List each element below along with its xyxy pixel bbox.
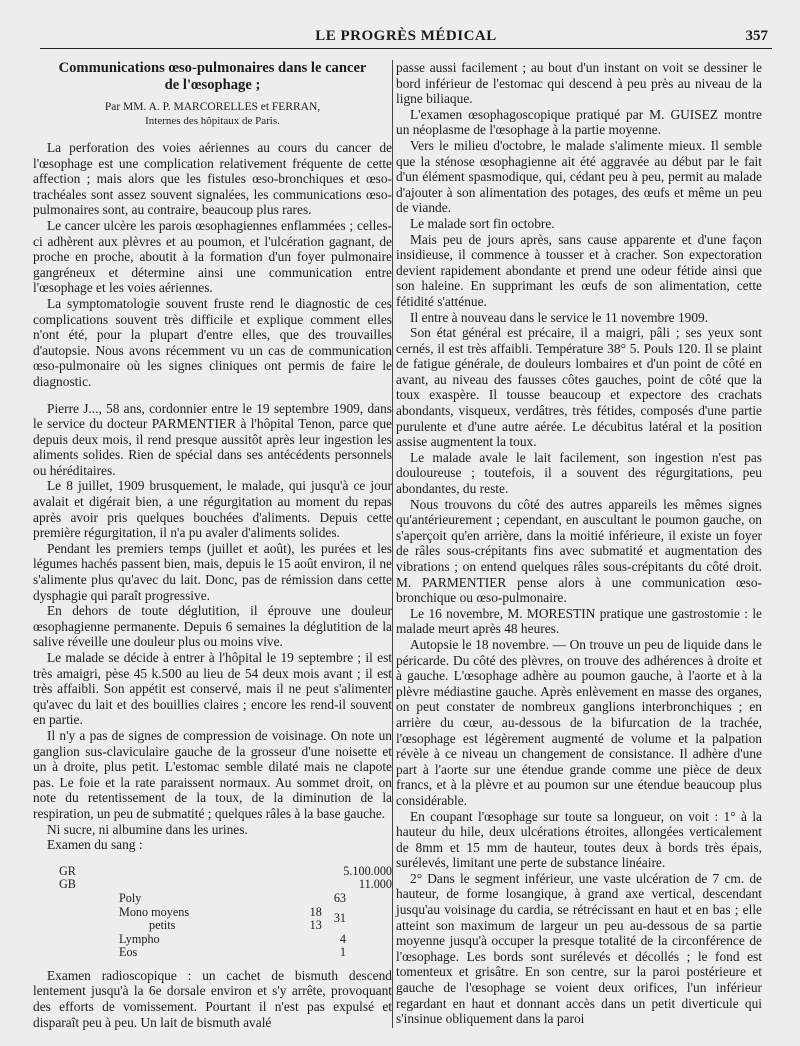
- paragraph: La perforation des voies aériennes au cours du cancer de l'œsophage est une complication relativement fréquente de cette affection ; mais alors que les fistules œso-bronchiques et œso-trachéales sont assez souvent signalées, les communications œso-pulmonaires sont, au contraire, beaucoup plus rares.: [33, 140, 392, 218]
- paragraph: Il entre à nouveau dans le service le 11 novembre 1909.: [410, 309, 709, 325]
- paragraph: La symptomatologie souvent fruste rend le diagnostic de ces complications souvent très difficile et explique comment elles n'ont été, pour la plupart d'entre elles, que des trouvailles d'autopsie. Nous avons récemment vu un cas de communication œso-pulmonaire où les signes cliniques ont permis de faire le diagnostic.: [33, 295, 392, 389]
- blood-row-poly: [59, 892, 392, 906]
- blood-value: 4: [339, 931, 346, 946]
- blood-label: Mono moyens: [119, 904, 190, 919]
- blood-table: [33, 865, 392, 960]
- blood-value: 11.000: [358, 877, 392, 892]
- blood-value: 13: [309, 918, 322, 933]
- blood-row-gr: [59, 865, 392, 879]
- blood-value: 1: [339, 945, 346, 960]
- mono-total: 31: [333, 911, 346, 926]
- blood-row-petits: [59, 919, 334, 933]
- blood-row-eos: [59, 946, 392, 960]
- paragraph: En dehors de toute déglutition, il éprouve une douleur œsophagienne permanente. Depuis 6 semaines la déglutition de la salive réveille une douleur plus ou moins vive.: [33, 603, 392, 650]
- blood-mono-group: [59, 906, 392, 933]
- article-title: [33, 60, 392, 94]
- paragraph: Il n'y a pas de signes de compression de voisinage. On note un ganglion sus-claviculaire gauche de la grosseur d'une noisette et un à droite, plus petit. L'estomac semble dilaté mais ne clapote pas. Le foie et la rate paraissent normaux. Au sommet droit, on note du retentissement de la toux, de la diminution de la respiration, un peu de submatité ; quelques râles à la base gauche.: [33, 727, 392, 821]
- paragraph: Le malade sort fin octobre.: [410, 215, 555, 231]
- blood-label: Poly: [119, 890, 142, 905]
- paragraph: Pendant les premiers temps (juillet et août), les purées et les légumes hachés passent bien, mais, depuis le 15 août environ, il ne s'alimente plus qu'avec du lait. Donc, pas de rémission dans cette dysphagie qui paraît progressive.: [33, 540, 392, 603]
- paragraph: Son état général est précaire, il a maigri, pâli ; ses yeux sont cernés, il est très affaibli. Température 38° 5. Pouls 120. Il se plaint de fatigue générale, de douleurs lombaires et d'un point de côté en avant, au niveau des fausses côtes gauches, point de côté que la toux exaspère. Il tousse beaucoup et expectore des crachats abondants, visqueux, verdâtres, très fétides, composés d'une partie purulente et d'une autre aérée. Le décubitus latéral et la position assise augmentent la toux.: [396, 325, 762, 450]
- left-column: [33, 60, 392, 1030]
- paragraph: 2° Dans le segment inférieur, une vaste ulcération de 7 cm. de hauteur, de forme losangique, à grand axe vertical, descendant jusqu'au voisinage du cardia, se rétrécissant en haut et en bas ; elle atteint son maximum de largeur un peu au-dessous de sa partie moyenne jusqu'à occuper la presque totalité de la circonférence de l'œsophage. Les bords sont surélevés et décollés ; le fond est tomenteux et grisâtre. En son centre, sur la paroi postérieure et gauche de l'œsophage se voient deux orifices, l'un inférieur regardant en haut et donnant accès dans un petit diverticule qui s'insinue obliquement dans la paroi: [396, 870, 762, 1027]
- article-authors: Par MM. A. P. MARCORELLES et FERRAN,: [104, 101, 321, 113]
- paragraph: Le cancer ulcère les parois œsophagiennes enflammées ; celles-ci adhèrent aux plèvres et au poumon, et l'ulcération gagnant, de proche en proche, aboutit à la formation d'un foyer pulmonaire gangréneux et détermine ainsi une communication entre l'œsophage et les voies aériennes.: [33, 217, 392, 296]
- right-column: [396, 60, 762, 1027]
- journal-title: LE PROGRÈS MÉDICAL: [315, 28, 497, 44]
- paragraph: Pierre J..., 58 ans, cordonnier entre le 19 septembre 1909, dans le service du docteur PARMENTIER à l'hôpital Tenon, parce que depuis deux mois, il rend presque aussitôt après leur ingestion les aliments solides. Rien de spécial dans ses antécédents personnels ou héréditaires.: [33, 400, 392, 478]
- paragraph: En coupant l'œsophage sur toute sa longueur, on voit : 1° à la hauteur du hile, deux ulcérations étroites, allongées verticalement de 8mm et 15 mm de hauteur, toutes deux à bords très épais, surélevés, limitant une perte de substance linéaire.: [396, 808, 762, 871]
- paragraph: Le 8 juillet, 1909 brusquement, le malade, qui jusqu'à ce jour avalait et digérait bien, a une régurgitation au moment du repas après avoir pris quelques bouchées d'aliments. Depuis cette première régurgitation, il n'a pu avaler d'aliments solides.: [33, 478, 392, 541]
- blood-label: GR: [59, 863, 76, 878]
- page-number: 357: [745, 28, 768, 44]
- paragraph: Le malade avale le lait facilement, son ingestion n'est pas douloureuse ; toutefois, il a souvent des régurgitations, peu abondantes, du reste.: [396, 449, 762, 497]
- paragraph: Nous trouvons du côté des autres appareils les mêmes signes qu'antérieurement ; cependant, en auscultant le poumon gauche, on s'aperçoit qu'en arrière, dans la moitié inférieure, il existe un foyer de râles sous-crépitants fins avec submatité et augmentation des vibrations ; on entend quelques râles sous-crépitants du côté droit. M. PARMENTIER pense alors à une communication œso-bronchique ou œso-pulmonaire.: [396, 496, 762, 606]
- article-affiliation: Internes des hôpitaux de Paris.: [145, 115, 280, 127]
- paragraph: L'examen œsophagoscopique pratiqué par M. GUISEZ montre un néoplasme de l'œsophage à la partie moyenne.: [396, 106, 762, 138]
- blood-row-gb: [59, 878, 392, 892]
- paragraph: Ni sucre, ni albumine dans les urines.: [47, 821, 248, 837]
- article-title-line2: de l'œsophage ;: [164, 77, 261, 93]
- blood-row-lympho: [59, 933, 392, 947]
- running-header: [40, 26, 772, 49]
- blood-row-mono: [59, 906, 334, 920]
- blood-value: 5.100.000: [343, 863, 392, 878]
- paragraph: Examen du sang :: [47, 837, 143, 853]
- blood-label: petits: [149, 918, 176, 933]
- blood-label: Eos: [119, 945, 138, 960]
- paragraph: Examen radioscopique : un cachet de bismuth descend lentement jusqu'à la 6e dorsale environ et s'y arrête, provoquant des efforts de vomissement. Pourtant il n'est pas expulsé et disparaît peu à peu. Un lait de bismuth avalé: [33, 967, 392, 1030]
- paragraph: passe aussi facilement ; au bout d'un instant on voit se dessiner le bord inférieur de l'estomac qui descend à peu près au niveau de la ligne biliaque.: [396, 60, 762, 107]
- blood-value: 18: [309, 904, 322, 919]
- paragraph: Le 16 novembre, M. MORESTIN pratique une gastrostomie : le malade meurt après 48 heures.: [396, 605, 762, 637]
- article-title-line1: Communications œso-pulmonaires dans le cancer: [58, 60, 367, 76]
- blood-label: Lympho: [119, 931, 160, 946]
- blood-label: GB: [59, 877, 76, 892]
- paragraph: Vers le milieu d'octobre, le malade s'alimente mieux. Il semble que la sténose œsophagienne ait été aggravée au début par le fait d'un élément spasmodique, qui, cédant peu à peu, permit au malade d'ajouter à son alimentation des potages, des œufs et même un peu de viande.: [396, 137, 762, 216]
- column-rule: [392, 60, 393, 1028]
- paragraph: Le malade se décide à entrer à l'hôpital le 19 septembre ; il est très amaigri, pèse 45 k.500 au lieu de 54 deux mois avant ; il est très affaibli. Son appétit est conservé, mais il ne peut s'alimenter qu'avec du lait et des bouillies claires ; encore les rend-il souvent en partie.: [33, 650, 392, 728]
- blood-value: 63: [333, 890, 346, 905]
- paragraph: Autopsie le 18 novembre. — On trouve un peu de liquide dans le péricarde. Du côté des plèvres, on trouve des adhérences à droite et à gauche. L'œsophage adhère au poumon gauche, à l'aorte et à la plèvre médiastine gauche. Après enlèvement en masse des organes, on peut constater de nombreux ganglions interbronchiques ; en arrière du cœur, au-dessous de la bifurcation de la trachée, l'œsophage est légèrement augmenté de volume et la palpation révèle à ce niveau un changement de consistance. Il adhère d'une part à l'aorte sur une étendue grande comme une pièce de deux francs, et à la plèvre et au poumon sur une étendue beaucoup plus considérable.: [396, 636, 762, 808]
- paragraph: Mais peu de jours après, sans cause apparente et d'une façon insidieuse, il commence à tousser et à cracher. Son expectoration devient rapidement abondante et prend une odeur fétide ainsi que son haleine. En supprimant les œufs de son alimentation, cette fétidité s'atténue.: [396, 231, 762, 309]
